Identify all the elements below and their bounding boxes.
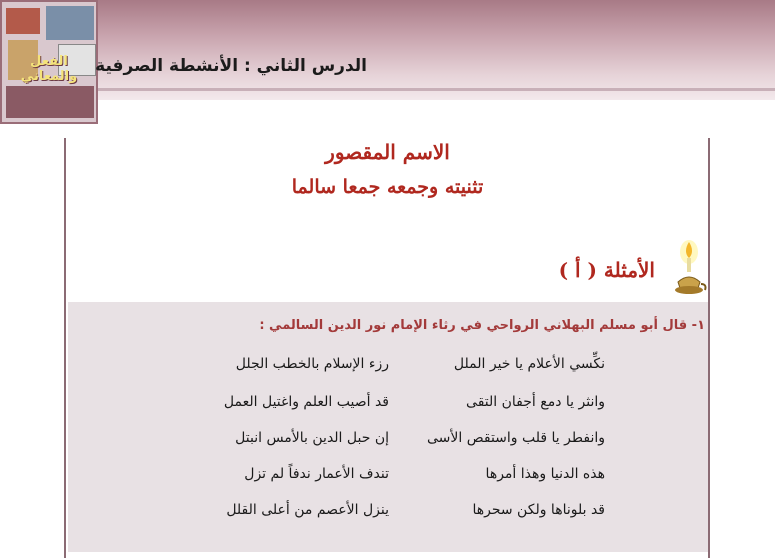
logo-photo-tile bbox=[6, 8, 40, 34]
verse-second-half: إن حبل الدين بالأمس انبتل bbox=[235, 430, 389, 446]
page-subtitle: تثنيته وجمعه جمعا سالما bbox=[291, 176, 484, 198]
logo-text: الفعل والمعاني bbox=[20, 54, 78, 84]
logo-photo-tile bbox=[46, 6, 94, 40]
verse-second-half: رزء الإسلام بالخطب الجلل bbox=[235, 356, 389, 372]
poem-intro: ١- قال أبو مسلم البهلاني الرواحي في رثاء الإمام نور الدين السالمي : bbox=[259, 318, 705, 333]
verse-second-half: ينزل الأعصم من أعلى القلل bbox=[226, 502, 389, 518]
oil-lamp-icon bbox=[670, 238, 708, 298]
logo-photo-tile bbox=[6, 86, 94, 118]
verse-first-half: وانثر يا دمع أجفان التقى bbox=[466, 394, 605, 410]
verse-first-half: هذه الدنيا وهذا أمرها bbox=[485, 466, 605, 482]
verse-first-half: نكِّسي الأعلام يا خير الملل bbox=[453, 356, 605, 372]
verse-first-half: قد بلوناها ولكن سحرها bbox=[472, 502, 605, 518]
verse-second-half: تندف الأعمار ندفاً لم تزل bbox=[244, 466, 389, 482]
lesson-title: الدرس الثاني : الأنشطة الصرفية bbox=[95, 56, 367, 76]
verse-second-half: قد أصيب العلم واغتيل العمل bbox=[223, 394, 389, 410]
verse-first-half: وانفطر يا قلب واستقص الأسى bbox=[427, 430, 605, 446]
header-divider bbox=[0, 88, 775, 91]
examples-heading: الأمثلة ( أ ) bbox=[558, 258, 655, 282]
page-title: الاسم المقصور bbox=[325, 140, 450, 164]
header-band bbox=[0, 0, 775, 100]
